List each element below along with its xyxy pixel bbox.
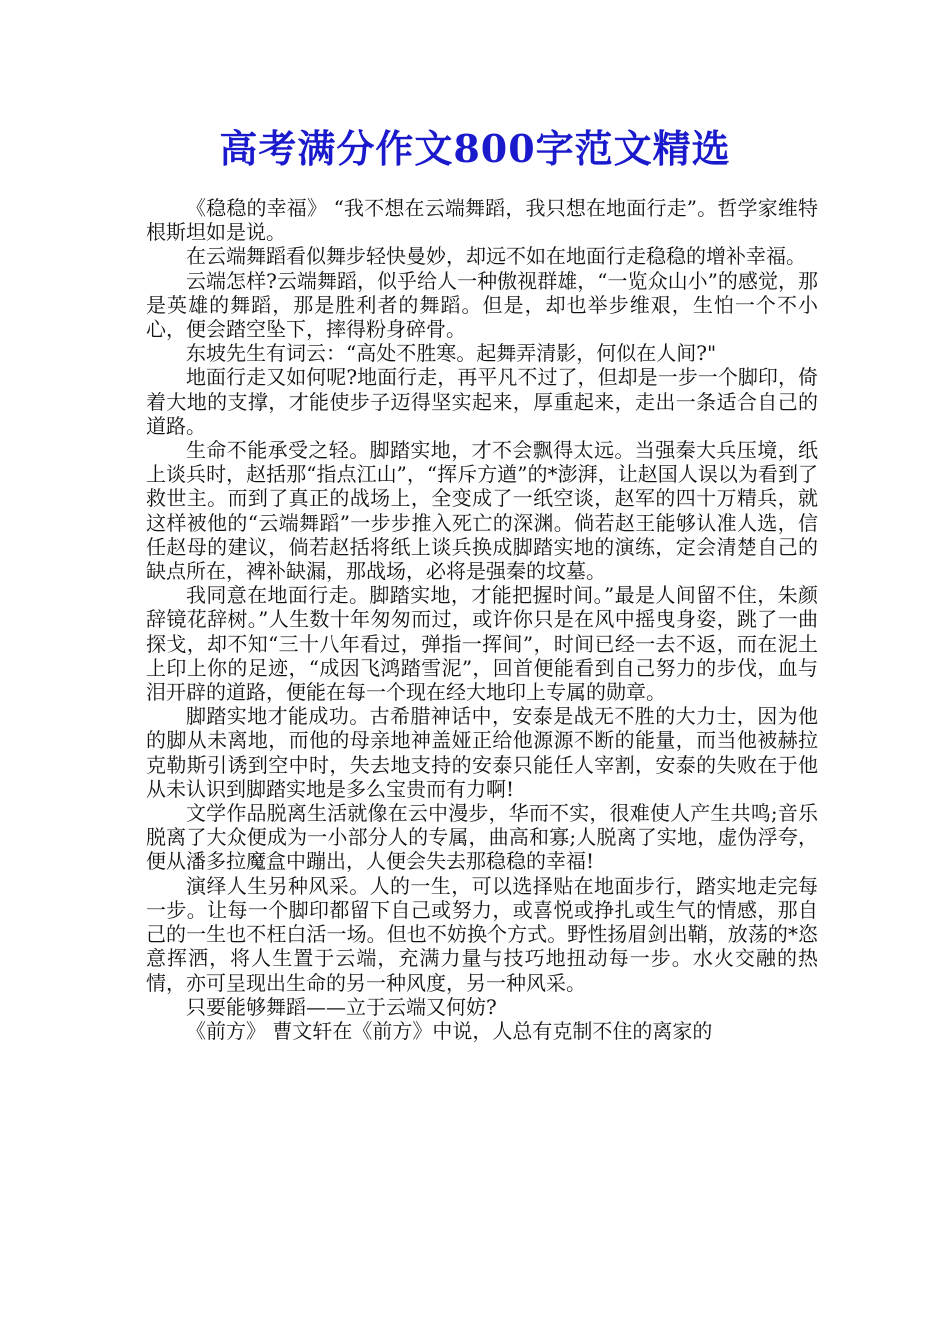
paragraph: 文学作品脱离生活就像在云中漫步，华而不实，很难使人产生共鸣;音乐脱离了大众便成为一小部分人的专属，曲高和寡;人脱离了实地，虚伪浮夸，便从潘多拉魔盒中蹦出，人便会失去那稳稳的幸福! <box>146 801 818 874</box>
paragraph: 在云端舞蹈看似舞步轻快曼妙，却远不如在地面行走稳稳的增补幸福。 <box>186 244 806 269</box>
paragraph: 《前方》 曹文轩在《前方》中说，人总有克制不住的离家的 <box>186 1018 713 1043</box>
paragraph: 演绎人生另种风采。人的一生，可以选择贴在地面步行，踏实地走完每一步。让每一个脚印都留下自己或努力，或喜悦或挣扎或生气的情感，那自己的一生也不枉白活一场。但也不妨换个方式。野性扬眉剑出鞘，放荡的*恣意挥洒，将人生置于云端，充满力量与技巧地扭动每一步。水火交融的热情，亦可呈现出生命的另一种风度，另一种风采。 <box>146 873 818 995</box>
paragraph: 云端怎样?云端舞蹈，似乎给人一种傲视群雄，“一览众山小”的感觉，那是英雄的舞蹈，那是胜利者的舞蹈。但是，却也举步维艰，生怕一个不小心，便会踏空坠下，摔得粉身碎骨。 <box>146 268 818 342</box>
document-body <box>146 196 818 1043</box>
paragraph: 只要能够舞蹈——立于云端又何妨? <box>186 994 497 1019</box>
paragraph: 我同意在地面行走。脚踏实地，才能把握时间。”最是人间留不住，朱颜辞镜花辞树。”人生数十年匆匆而过，或许你只是在风中摇曳身姿，跳了一曲探戈，却不知“三十八年看过，弹指一挥间”，时间已经一去不返，而在泥土上印上你的足迹，“成因飞鸿踏雪泥”，回首便能看到自己努力的步伐，血与泪开辟的道路，便能在每一个现在经大地印上专属的勋章。 <box>146 583 818 705</box>
paragraph: 《稳稳的幸福》 “我不想在云端舞蹈，我只想在地面行走”。哲学家维特根斯坦如是说。 <box>146 196 818 245</box>
paragraph: 东坡先生有词云：“高处不胜寒。起舞弄清影，何似在人间?" <box>186 341 717 366</box>
paragraph: 脚踏实地才能成功。古希腊神话中，安泰是战无不胜的大力士，因为他的脚从未离地，而他的母亲地神盖娅正给他源源不断的能量，而当他被赫拉克勒斯引诱到空中时，失去地支持的安泰只能任人宰割，安泰的失败在于他从未认识到脚踏实地是多么宝贵而有力啊! <box>146 704 818 801</box>
paragraph: 生命不能承受之轻。脚踏实地，才不会飘得太远。当强秦大兵压境，纸上谈兵时，赵括那“指点江山”，“挥斥方遒”的*澎湃，让赵国人误以为看到了救世主。而到了真正的战场上，全变成了一纸空谈，赵军的四十万精兵，就这样被他的“云端舞蹈”一步步推入死亡的深渊。倘若赵王能够认准人选，信任赵母的建议，倘若赵括将纸上谈兵换成脚踏实地的演练，定会清楚自己的缺点所在，裨补缺漏，那战场，必将是强秦的坟墓。 <box>146 438 818 584</box>
document-title: 高考满分作文800字范文精选 <box>219 126 731 171</box>
paragraph: 地面行走又如何呢?地面行走，再平凡不过了，但却是一步一个脚印，倚着大地的支撑，才能使步子迈得坚实起来，厚重起来，走出一条适合自己的道路。 <box>146 365 818 438</box>
